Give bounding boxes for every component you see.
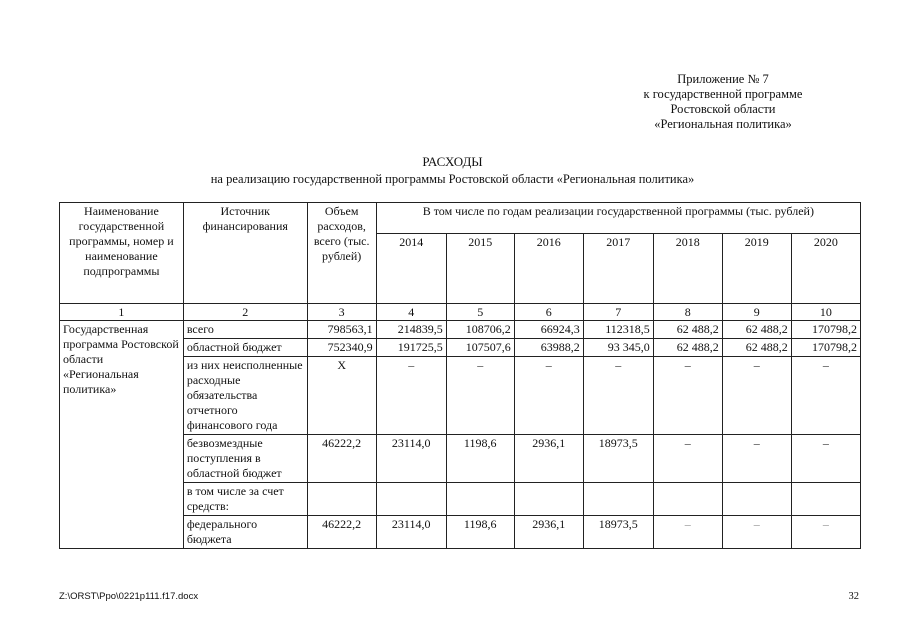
value-cell <box>791 483 860 516</box>
document-title: РАСХОДЫ <box>422 154 483 169</box>
value-cell: – <box>514 357 583 435</box>
value-cell: 62 488,2 <box>722 321 791 339</box>
value-cell: 18973,5 <box>583 435 653 483</box>
value-cell: X <box>307 357 376 435</box>
value-cell: 62 488,2 <box>653 339 722 357</box>
header-volume: Объем расходов, всего (тыс. рублей) <box>307 203 376 304</box>
footer-page-number: 32 <box>848 591 859 602</box>
value-cell: 191725,5 <box>376 339 446 357</box>
value-cell <box>514 483 583 516</box>
appendix-line-2: к государственной программе <box>643 87 803 101</box>
header-year: 2015 <box>446 234 514 304</box>
program-name-cell: Государственная программа Ростовской области «Региональная политика» <box>60 321 184 549</box>
value-cell: 23114,0 <box>376 516 446 549</box>
header-years-group: В том числе по годам реализации государственной программы (тыс. рублей) <box>376 203 860 234</box>
source-cell: в том числе за счет средств: <box>183 483 307 516</box>
header-source: Источник финансирования <box>183 203 307 304</box>
expenses-table <box>59 202 861 549</box>
value-cell: – <box>791 357 860 435</box>
value-cell: – <box>653 516 722 549</box>
source-cell: из них неисполненные расходные обязательства отчетного финансового года <box>183 357 307 435</box>
header-year: 2016 <box>514 234 583 304</box>
value-cell: 93 345,0 <box>583 339 653 357</box>
value-cell: 46222,2 <box>307 435 376 483</box>
value-cell: – <box>791 516 860 549</box>
header-program-name: Наименование государственной программы, номер и наименование подпрограммы <box>60 203 184 304</box>
source-cell: безвозмездные поступления в областной бюджет <box>183 435 307 483</box>
column-number: 4 <box>376 304 446 321</box>
value-cell <box>446 483 514 516</box>
value-cell: 23114,0 <box>376 435 446 483</box>
value-cell: – <box>791 435 860 483</box>
value-cell: – <box>653 357 722 435</box>
footer-file-path: Z:\ORST\Ppo\0221p111.f17.docx <box>59 591 199 602</box>
value-cell: 62 488,2 <box>722 339 791 357</box>
value-cell: 18973,5 <box>583 516 653 549</box>
value-cell: 46222,2 <box>307 516 376 549</box>
appendix-line-3: Ростовской области <box>670 102 776 116</box>
header-year: 2020 <box>791 234 860 304</box>
value-cell: – <box>583 357 653 435</box>
value-cell <box>722 483 791 516</box>
column-number: 10 <box>791 304 860 321</box>
column-number: 8 <box>653 304 722 321</box>
column-number: 6 <box>514 304 583 321</box>
header-year: 2018 <box>653 234 722 304</box>
value-cell: 214839,5 <box>376 321 446 339</box>
value-cell: 170798,2 <box>791 321 860 339</box>
value-cell: 63988,2 <box>514 339 583 357</box>
table-row <box>60 321 861 339</box>
value-cell: 107507,6 <box>446 339 514 357</box>
value-cell: 112318,5 <box>583 321 653 339</box>
header-year: 2019 <box>722 234 791 304</box>
value-cell: 170798,2 <box>791 339 860 357</box>
value-cell: 62 488,2 <box>653 321 722 339</box>
value-cell: – <box>722 435 791 483</box>
value-cell: 1198,6 <box>446 516 514 549</box>
header-year: 2017 <box>583 234 653 304</box>
value-cell <box>376 483 446 516</box>
value-cell: 2936,1 <box>514 435 583 483</box>
column-number: 7 <box>583 304 653 321</box>
value-cell: – <box>376 357 446 435</box>
header-year: 2014 <box>376 234 446 304</box>
value-cell <box>583 483 653 516</box>
source-cell: федерального бюджета <box>183 516 307 549</box>
value-cell <box>307 483 376 516</box>
column-number-row <box>60 304 861 321</box>
appendix-line-1: Приложение № 7 <box>677 72 769 86</box>
value-cell: 108706,2 <box>446 321 514 339</box>
source-cell: областной бюджет <box>183 339 307 357</box>
document-subtitle: на реализацию государственной программы Ростовской области «Региональная политика» <box>210 172 695 186</box>
value-cell: – <box>446 357 514 435</box>
source-cell: всего <box>183 321 307 339</box>
value-cell: 752340,9 <box>307 339 376 357</box>
appendix-heading <box>603 72 843 132</box>
column-number: 3 <box>307 304 376 321</box>
value-cell <box>653 483 722 516</box>
column-number: 2 <box>183 304 307 321</box>
column-number: 1 <box>60 304 184 321</box>
appendix-line-4: «Региональная политика» <box>654 117 792 131</box>
value-cell: – <box>653 435 722 483</box>
value-cell: 1198,6 <box>446 435 514 483</box>
value-cell: 2936,1 <box>514 516 583 549</box>
header-row-1 <box>60 203 861 234</box>
value-cell: – <box>722 357 791 435</box>
value-cell: 66924,3 <box>514 321 583 339</box>
value-cell: 798563,1 <box>307 321 376 339</box>
column-number: 9 <box>722 304 791 321</box>
column-number: 5 <box>446 304 514 321</box>
value-cell: – <box>722 516 791 549</box>
